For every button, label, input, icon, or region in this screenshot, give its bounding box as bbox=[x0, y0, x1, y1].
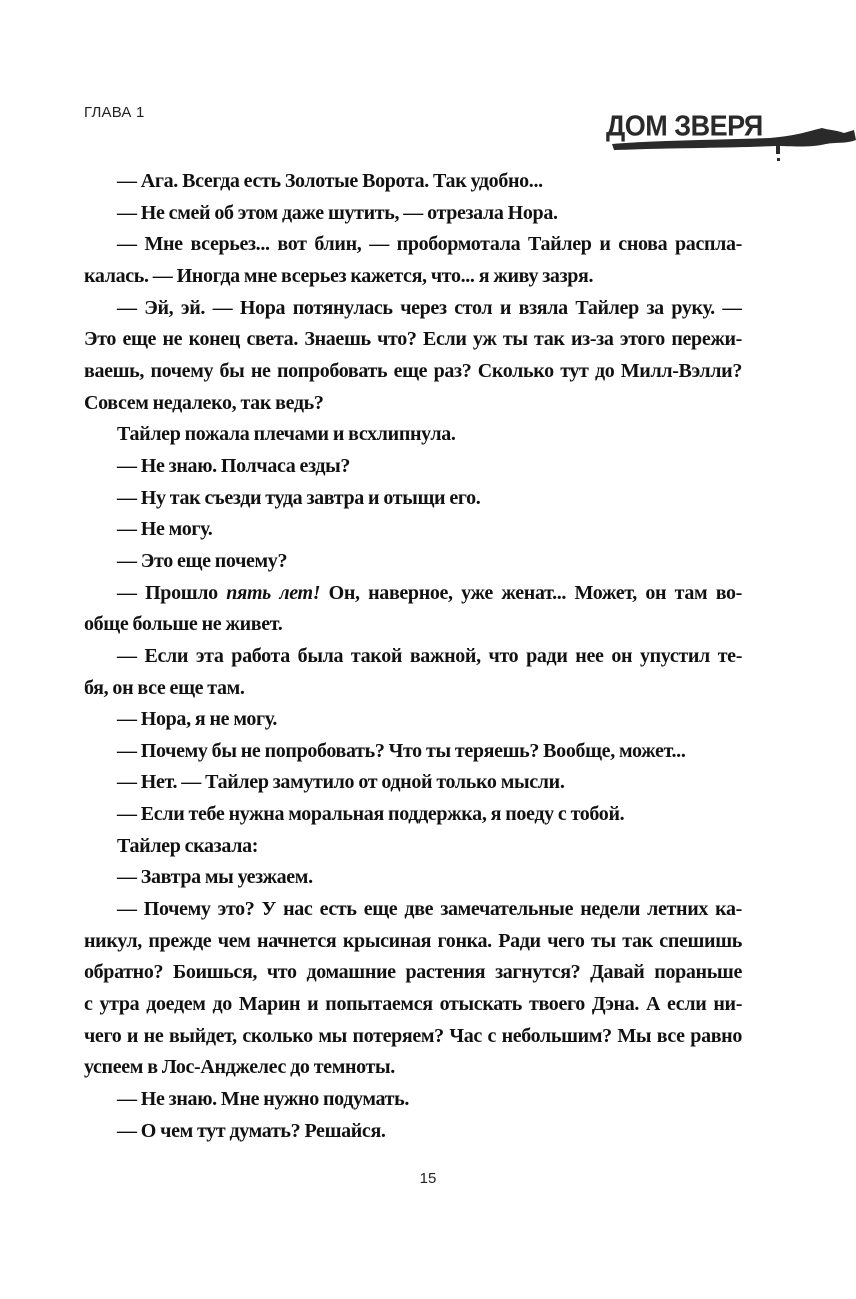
text-line bbox=[84, 673, 742, 705]
text-line bbox=[84, 261, 742, 293]
text-span: Он, наверное, уже женат... Может, он там во- bbox=[320, 581, 742, 604]
text-line bbox=[84, 831, 742, 863]
text-span: Тайлер сказала: bbox=[117, 834, 259, 857]
text-span: — Если тебе нужна моральная поддержка, я поеду с тобой. bbox=[117, 803, 625, 826]
paragraph bbox=[84, 894, 742, 1084]
text-span: Это еще не конец света. Знаешь что? Если уж ты так из-за этого пережи- bbox=[84, 328, 742, 351]
text-line bbox=[84, 1052, 742, 1084]
text-span: — Не смей об этом даже шутить, — отрезала Нора. bbox=[117, 201, 558, 224]
text-line bbox=[84, 578, 742, 610]
text-line bbox=[84, 483, 742, 515]
text-span: — Почему это? У нас есть еще две замечательные недели летних ка- bbox=[117, 898, 742, 921]
text-span: калась. — Иногда мне всерьез кажется, что... я живу зазря. bbox=[84, 264, 594, 287]
paragraph bbox=[84, 483, 742, 515]
paragraph bbox=[84, 641, 742, 704]
paragraph bbox=[84, 166, 742, 198]
text-line bbox=[84, 514, 742, 546]
text-span: — Почему бы не попробовать? Что ты теряешь? Вообще, может... bbox=[117, 739, 686, 762]
text-line bbox=[84, 293, 742, 325]
text-span: — Не знаю. Полчаса езды? bbox=[117, 454, 351, 477]
text-line bbox=[84, 546, 742, 578]
text-line bbox=[84, 989, 742, 1021]
text-span: Совсем недалеко, так ведь? bbox=[84, 391, 324, 414]
text-line bbox=[84, 388, 742, 420]
text-span: — Мне всерьез... вот блин, — пробормотала Тайлер и снова распла- bbox=[117, 233, 742, 256]
text-span: — Если эта работа была такой важной, что ради нее он упустил те- bbox=[117, 644, 742, 667]
text-line bbox=[84, 324, 742, 356]
text-span: Тайлер пожала плечами и всхлипнула. bbox=[117, 423, 456, 446]
text-span: чего и не выйдет, сколько мы потеряем? Час с небольшим? Мы все равно bbox=[84, 1024, 742, 1047]
paragraph bbox=[84, 546, 742, 578]
paragraph bbox=[84, 767, 742, 799]
paragraph bbox=[84, 293, 742, 420]
text-span: бя, он все еще там. bbox=[84, 676, 245, 699]
text-line bbox=[84, 767, 742, 799]
page-number: 15 bbox=[419, 1170, 437, 1187]
text-span: — Это еще почему? bbox=[117, 549, 288, 572]
text-span: никул, прежде чем начнется крысиная гонка. Ради чего ты так спешишь bbox=[84, 929, 742, 952]
text-span: — Эй, эй. — Нора потянулась через стол и взяла Тайлер за руку. — bbox=[117, 296, 742, 319]
paragraph bbox=[84, 578, 742, 641]
text-line bbox=[84, 957, 742, 989]
text-span: — Не знаю. Мне нужно подумать. bbox=[117, 1088, 410, 1111]
text-span: — Ну так съезди туда завтра и отыщи его. bbox=[117, 486, 481, 509]
text-line bbox=[84, 736, 742, 768]
paragraph bbox=[84, 514, 742, 546]
text-span: — Прошло bbox=[117, 581, 227, 604]
text-line bbox=[84, 419, 742, 451]
paragraph bbox=[84, 451, 742, 483]
text-line bbox=[84, 641, 742, 673]
text-line bbox=[84, 198, 742, 230]
paragraph bbox=[84, 799, 742, 831]
paragraph bbox=[84, 736, 742, 768]
paragraph bbox=[84, 862, 742, 894]
emphasized-text: пять лет! bbox=[226, 581, 321, 604]
book-title-logo bbox=[600, 100, 856, 166]
paragraph bbox=[84, 1116, 742, 1148]
paragraph bbox=[84, 831, 742, 863]
text-span: — Нет. — Тайлер замутило от одной только мысли. bbox=[117, 771, 565, 794]
text-line bbox=[84, 1021, 742, 1053]
text-line bbox=[84, 451, 742, 483]
body-text bbox=[84, 166, 742, 1147]
text-line bbox=[84, 356, 742, 388]
text-span: — О чем тут думать? Решайся. bbox=[117, 1119, 386, 1142]
text-line bbox=[84, 1084, 742, 1116]
text-line bbox=[84, 166, 742, 198]
paragraph bbox=[84, 419, 742, 451]
text-line bbox=[84, 1116, 742, 1148]
text-line bbox=[84, 229, 742, 261]
text-line bbox=[84, 862, 742, 894]
paragraph bbox=[84, 198, 742, 230]
text-line bbox=[84, 704, 742, 736]
text-span: — Не могу. bbox=[117, 518, 213, 541]
paragraph bbox=[84, 229, 742, 292]
text-span: обратно? Боишься, что домашние растения загнутся? Давай пораньше bbox=[84, 961, 742, 984]
text-span: — Завтра мы уезжаем. bbox=[117, 866, 313, 889]
paragraph bbox=[84, 1084, 742, 1116]
text-span: успеем в Лос-Анджелес до темноты. bbox=[84, 1056, 395, 1079]
text-span: с утра доедем до Марин и попытаемся отыскать твоего Дэна. А если ни- bbox=[84, 993, 742, 1016]
text-span: — Нора, я не могу. bbox=[117, 708, 278, 731]
text-span: ваешь, почему бы не попробовать еще раз? Сколько тут до Милл-Вэлли? bbox=[84, 359, 742, 382]
text-line bbox=[84, 894, 742, 926]
text-line bbox=[84, 609, 742, 641]
paragraph bbox=[84, 704, 742, 736]
text-span: обще больше не живет. bbox=[84, 613, 283, 636]
chapter-heading: ГЛАВА 1 bbox=[84, 104, 145, 121]
text-line bbox=[84, 799, 742, 831]
book-title-logo-text: ДОМ ЗВЕРЯ bbox=[606, 110, 763, 142]
text-span: — Ага. Всегда есть Золотые Ворота. Так удобно... bbox=[117, 170, 543, 192]
text-line bbox=[84, 926, 742, 958]
